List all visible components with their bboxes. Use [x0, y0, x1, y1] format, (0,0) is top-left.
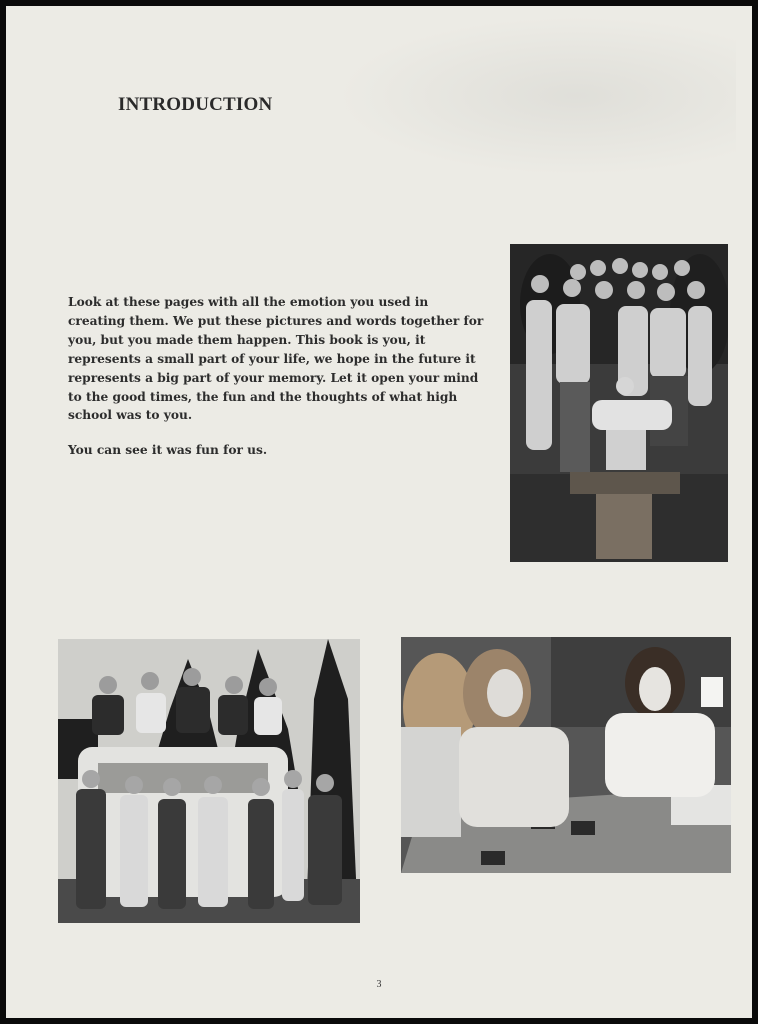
intro-paragraph-2: You can see it was fun for us.	[68, 443, 268, 458]
page-number: 3	[376, 979, 382, 990]
group-photo-stump	[510, 244, 728, 562]
intro-text	[68, 293, 488, 476]
page-title: INTRODUCTION	[118, 94, 273, 115]
group-photo-van	[58, 639, 360, 923]
yearbook-page	[6, 6, 752, 1018]
intro-paragraph-1: Look at these pages with all the emotion you used in creating them. We put these pictures and words together for you, but you made them happen. This book is you, it represents a small part of your life, we hope in the future it represents a big part of your memory. Let it open your mind to the good times, the fun and the thoughts of what high school was to you.	[68, 295, 484, 423]
staff-at-table-photo	[401, 637, 731, 873]
show-through-artifact	[336, 16, 736, 176]
